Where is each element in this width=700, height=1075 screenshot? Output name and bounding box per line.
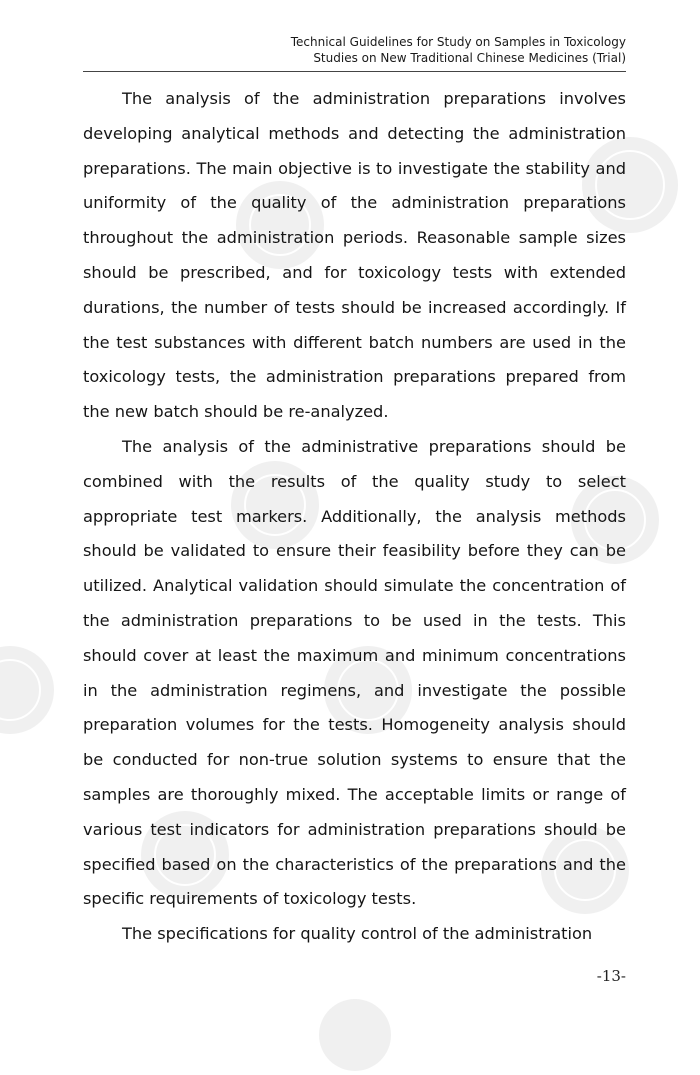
- running-header: [66, 34, 626, 66]
- watermark-seal: [315, 995, 395, 1075]
- paragraph: The analysis of the administrative preparations should be combined with the results of the quality study to select appropriate test markers. Additionally, the analysis methods should be validated to ensure their feasibility before they can be utilized. Analytical validation should simulate the concentration of the administration preparations to be used in the tests. This should cover at least the maximum and minimum concentrations in the administration regimens, and investigate the possible preparation volumes for the tests. Homogeneity analysis should be conducted for non-true solution systems to ensure that the samples are thoroughly mixed. The acceptable limits or range of various test indicators for administration preparations should be specified based on the characteristics of the preparations and the specific requirements of toxicology tests.: [83, 436, 626, 909]
- paragraph: The analysis of the administration preparations involves developing analytical methods and detecting the administration preparations. The main objective is to investigate the stability and uniformity of the quality of the administration preparations throughout the administration periods. Reasonable sample sizes should be prescribed, and for toxicology tests with extended durations, the number of tests should be increased accordingly. If the test substances with different batch numbers are used in the toxicology tests, the administration preparations prepared from the new batch should be re-analyzed.: [83, 89, 626, 422]
- paragraph: The specifications for quality control of the administration: [122, 924, 593, 944]
- header-line-1: Technical Guidelines for Study on Samples in Toxicology: [290, 35, 626, 49]
- page-number: -13-: [596, 967, 626, 985]
- watermark-seal: [0, 640, 60, 740]
- page-body: [83, 82, 626, 952]
- header-divider: [83, 71, 626, 72]
- header-line-2: Studies on New Traditional Chinese Medicines (Trial): [313, 51, 626, 65]
